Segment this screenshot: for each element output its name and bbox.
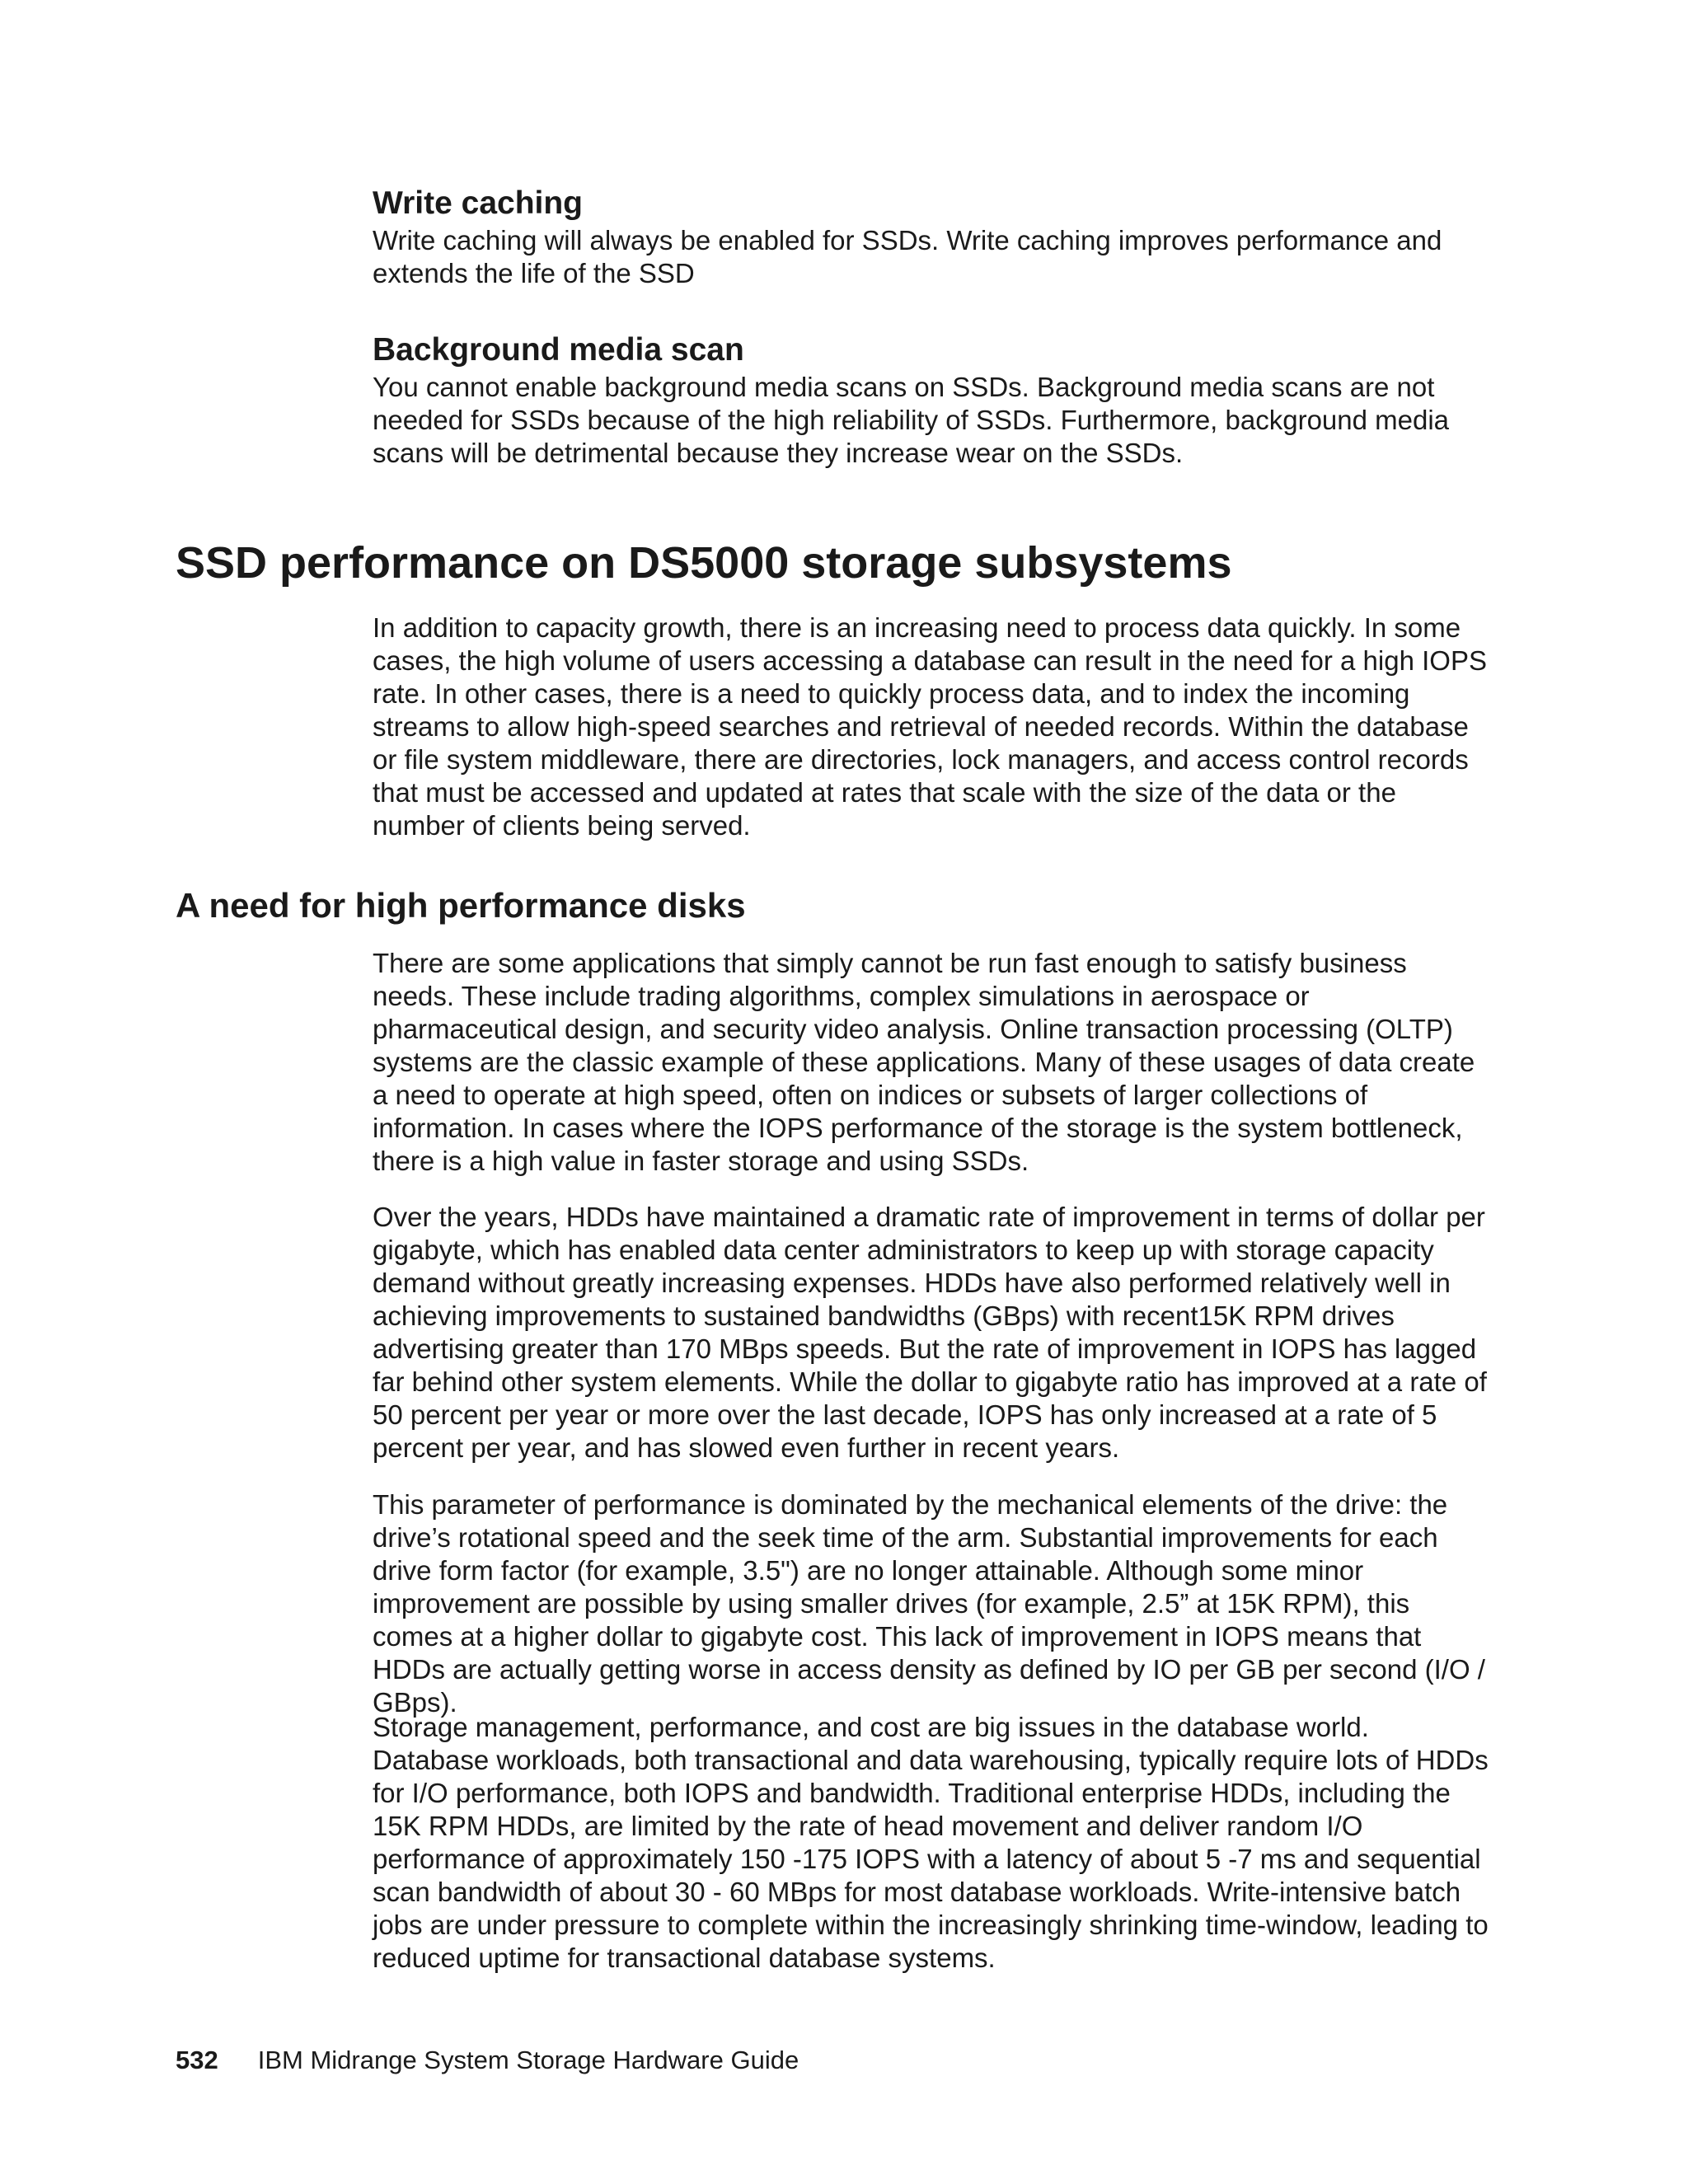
paragraph-hpd-4-block <box>373 1711 1489 1975</box>
paragraph-hpd-4: Storage management, performance, and cost are big issues in the database world. Database workloads, both transactional and data warehousing, typically require lots of HDDs for I/O performance, both IOPS and bandwidth. Traditional enterprise HDDs, including the 15K RPM HDDs, are limited by the rate of head movement and deliver random I/O performance of approximately 150 -175 IOPS with a latency of about 5 -7 ms and sequential scan bandwidth of about 30 - 60 MBps for most database workloads. Write-intensive batch jobs are under pressure to complete within the increasingly shrinking time-window, leading to reduced uptime for transactional database systems. <box>373 1712 1489 1973</box>
heading-high-performance-disks: A need for high performance disks <box>176 886 746 925</box>
page-footer <box>176 2044 799 2077</box>
paragraph-hpd-2: Over the years, HDDs have maintained a dramatic rate of improvement in terms of dollar per gigabyte, which has enabled data center administrators to keep up with storage capacity demand without greatly increasing expenses. HDDs have also performed relatively well in achieving improvements to sustained bandwidths (GBps) with recent15K RPM drives advertising greater than 170 MBps speeds. But the rate of improvement in IOPS has lagged far behind other system elements. While the dollar to gigabyte ratio has improved at a rate of 50 percent per year or more over the last decade, IOPS has only increased at a rate of 5 percent per year, and has slowed even further in recent years. <box>373 1202 1487 1463</box>
paragraph-hpd-3: This parameter of performance is dominated by the mechanical elements of the drive: the drive’s rotational speed and the seek time of the arm. Substantial improvements for each drive form factor (for example, 3.5") are no longer attainable. Although some minor improvement are possible by using smaller drives (for example, 2.5” at 15K RPM), this comes at a higher dollar to gigabyte cost. This lack of improvement in IOPS means that HDDs are actually getting worse in access density as defined by IO per GB per second (I/O / GBps). <box>373 1489 1485 1718</box>
heading-background-media-scan: Background media scan <box>373 332 744 368</box>
section-background-media-scan <box>373 330 1489 470</box>
paragraph-hpd-3-block <box>373 1488 1489 1719</box>
section-write-caching <box>373 183 1489 290</box>
book-title: IBM Midrange System Storage Hardware Guide <box>257 2046 799 2074</box>
paragraph-ssd-performance: In addition to capacity growth, there is an increasing need to process data quickly. In some cases, the high volume of users accessing a database can result in the need for a high IOPS rate. In other cases, there is a need to quickly process data, and to index the incoming streams to allow high-speed searches and retrieval of needed records. Within the database or file system middleware, there are directories, lock managers, and access control records that must be accessed and updated at rates that scale with the size of the data or the number of clients being served. <box>373 612 1487 841</box>
heading-ssd-performance: SSD performance on DS5000 storage subsystems <box>176 538 1232 588</box>
page-number: 532 <box>176 2046 218 2074</box>
paragraph-hpd-1: There are some applications that simply cannot be run fast enough to satisfy business needs. These include trading algorithms, complex simulations in aerospace or pharmaceutical design, and security video analysis. Online transaction processing (OLTP) systems are the classic example of these applications. Many of these usages of data create a need to operate at high speed, often on indices or subsets of larger collections of information. In cases where the IOPS performance of the storage is the system bottleneck, there is a high value in faster storage and using SSDs. <box>373 948 1475 1176</box>
paragraph-hpd-1-block <box>373 947 1489 1178</box>
paragraph-hpd-2-block <box>373 1201 1489 1465</box>
heading-write-caching: Write caching <box>373 185 584 221</box>
section-ssd-performance <box>373 612 1489 842</box>
paragraph-write-caching: Write caching will always be enabled for SSDs. Write caching improves performance and extends the life of the SSD <box>373 225 1442 288</box>
paragraph-background-media-scan: You cannot enable background media scans on SSDs. Background media scans are not needed for SSDs because of the high reliability of SSDs. Furthermore, background media scans will be detrimental because they increase wear on the SSDs. <box>373 372 1450 468</box>
